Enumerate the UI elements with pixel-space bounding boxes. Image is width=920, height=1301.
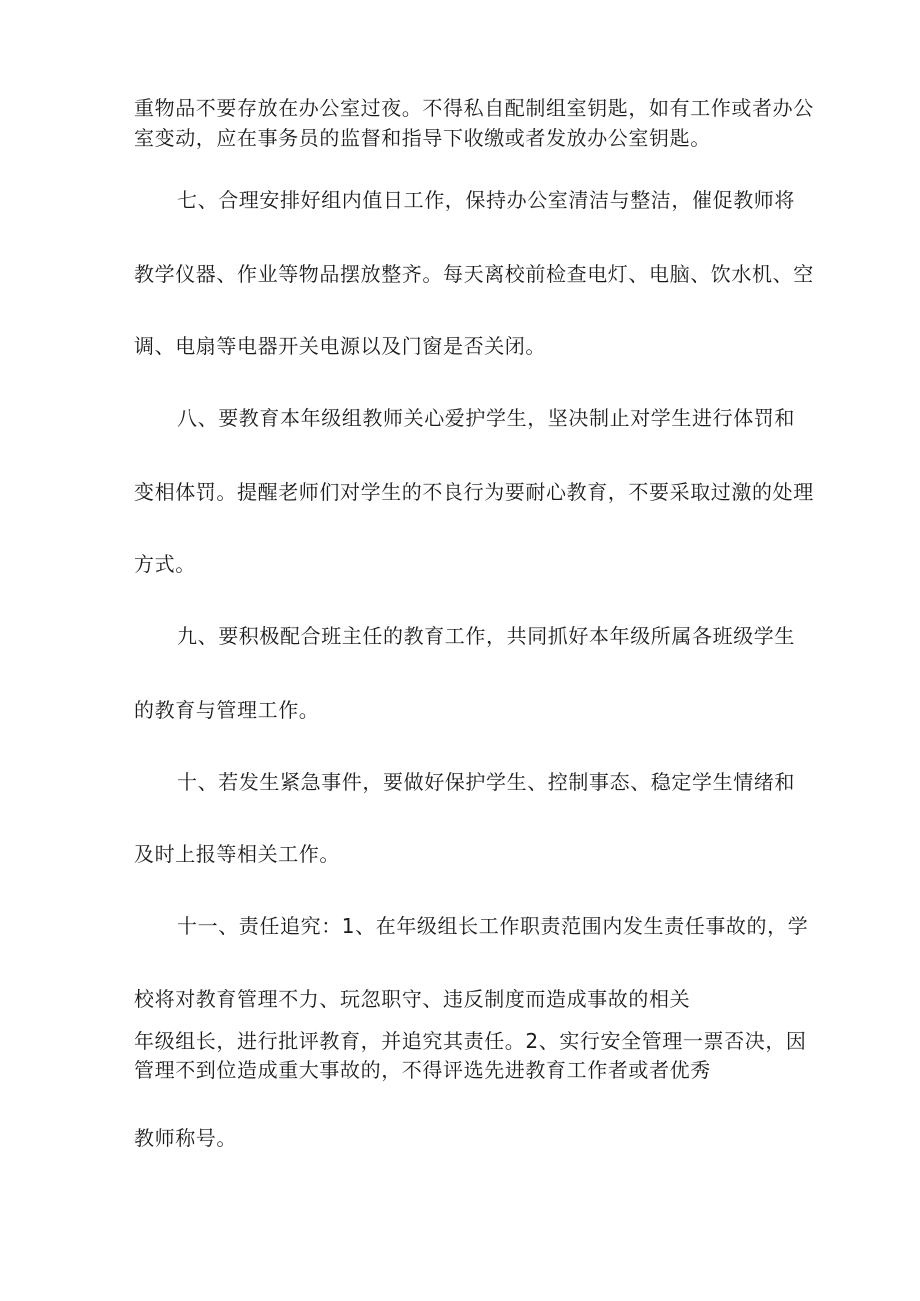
text-line: 年级组长，进行批评教育，并追究其责任。2、实行安全管理一票否决，因 (134, 1029, 807, 1053)
text-line: 变相体罚。提醒老师们对学生的不良行为要耐心教育，不要采取过激的处理 (134, 480, 814, 504)
paragraph-7-start: 七、合理安排好组内值日工作，保持办公室清洁与整洁，催促教师将 (177, 188, 795, 212)
text-line: 校将对教育管理不力、玩忽职守、违反制度而造成事故的相关 (134, 987, 691, 1011)
text-line: 管理不到位造成重大事故的，不得评选先进教育工作者或者优秀 (134, 1058, 711, 1082)
paragraph-9-start: 九、要积极配合班主任的教育工作，共同抓好本年级所属各班级学生 (177, 624, 795, 648)
text-line: 教师称号。 (134, 1126, 237, 1150)
text-line: 方式。 (134, 552, 196, 576)
text-line: 的教育与管理工作。 (134, 698, 320, 722)
paragraph-8-start: 八、要教育本年级组教师关心爱护学生，坚决制止对学生进行体罚和 (177, 406, 795, 430)
text-line: 重物品不要存放在办公室过夜。不得私自配制组室钥匙，如有工作或者办公 (134, 96, 814, 120)
text-line: 及时上报等相关工作。 (134, 842, 340, 866)
text-line: 教学仪器、作业等物品摆放整齐。每天离校前检查电灯、电脑、饮水机、空 (134, 262, 814, 286)
text-line: 调、电扇等电器开关电源以及门窗是否关闭。 (134, 334, 546, 358)
paragraph-10-start: 十、若发生紧急事件，要做好保护学生、控制事态、稳定学生情绪和 (177, 770, 795, 794)
text-line: 室变动，应在事务员的监督和指导下收缴或者发放办公室钥匙。 (134, 126, 711, 150)
paragraph-11-start: 十一、责任追究：1、在年级组长工作职责范围内发生责任事故的，学 (177, 914, 809, 938)
